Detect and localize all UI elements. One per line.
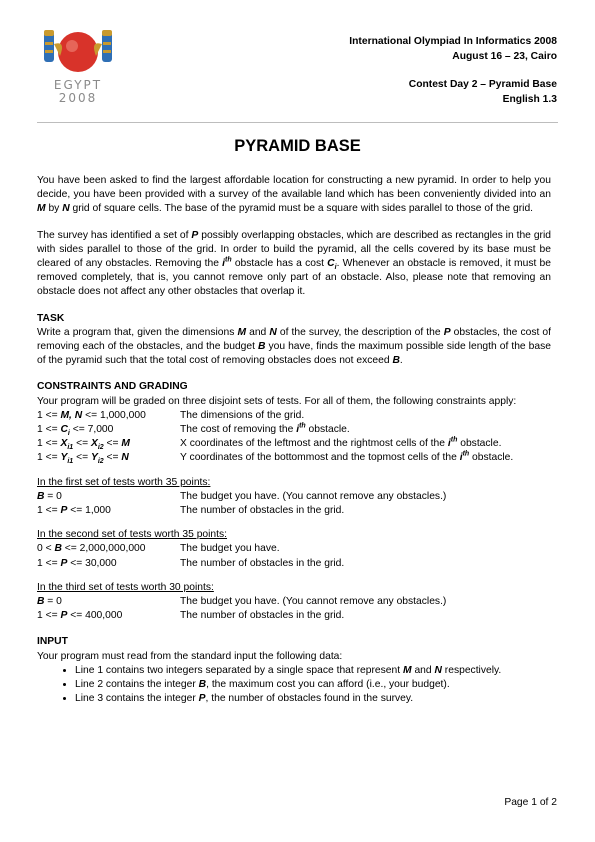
list-item: • Line 2 contains the integer B, the maximum cost you can afford (i.e., your budget). xyxy=(75,678,551,692)
logo-text-bottom: 2008 xyxy=(58,91,98,105)
logo-text-top: EGYPT xyxy=(53,78,103,92)
constraints-intro: Your program will be graded on three disjoint sets of tests. For all of them, the following constraints apply: xyxy=(37,395,517,407)
test-set-row: 0 < B <= 2,000,000,000 The budget you have. xyxy=(37,543,280,555)
input-intro: Your program must read from the standard input the following data: xyxy=(37,650,343,662)
logo-graphic xyxy=(38,22,118,110)
header-version: English 1.3 xyxy=(502,94,557,105)
test-set-row: B = 0 The budget you have. (You cannot remove any obstacles.) xyxy=(37,490,447,502)
constraint-row: $1 <= C_i <= 7,000$ The cost of removing the $i^{th}$ obstacle. xyxy=(37,422,350,438)
page-title: PYRAMID BASE xyxy=(234,137,361,155)
test-set-1-title: In the first set of tests worth 35 points: xyxy=(37,476,211,488)
header-dates: August 16 – 23, Cairo xyxy=(452,51,557,62)
input-heading: INPUT xyxy=(37,636,68,648)
constraint-row: $1 <= Y_{i1} <= Y_{i2} <= N$ Y coordinates of the bottommost and the topmost cells of the $i^{th}$ obstacle. xyxy=(37,451,514,466)
input-list xyxy=(37,664,551,707)
constraint-row: 1 <= M, N <= 1,000,000 The dimensions of the grid. xyxy=(37,409,305,421)
document-header xyxy=(349,34,557,107)
list-item: • Line 3 contains the integer P, the number of obstacles found in the survey. xyxy=(75,692,551,706)
test-set-row: B = 0 The budget you have. (You cannot remove any obstacles.) xyxy=(37,596,447,608)
task-heading: TASK xyxy=(37,312,65,324)
test-set-2-title: In the second set of tests worth 35 points: xyxy=(37,529,228,541)
constraints-heading: CONSTRAINTS AND GRADING xyxy=(37,381,188,393)
header-divider xyxy=(37,122,558,123)
constraint-row: $1 <= X_{i1} <= X_{i2} <= M$ X coordinates of the leftmost and the rightmost cells of the $i^{th}$ obstacle. xyxy=(37,436,502,452)
test-set-row: 1 <= P <= 1,000 The number of obstacles in the grid. xyxy=(37,505,345,517)
problem-statement xyxy=(37,174,551,707)
ioi-egypt-logo xyxy=(38,22,118,110)
header-contest-day: Contest Day 2 – Pyramid Base xyxy=(408,79,557,90)
intro-paragraph-1: You have been asked to find the largest affordable location for constructing a new pyramid. In order to help you decide, you have been provided with a survey of the available land which has been conveniently divided into an M by N grid of square cells. The base of the pyramid must be a square with sides parallel to those of the grid. xyxy=(37,175,551,215)
intro-paragraph-2: The survey has identified a set of P possibly overlapping obstacles, which are described as rectangles in the grid with sides parallel to those of the grid. In order to build the pyramid, all the cells covered by its base must be cleared of any obstacles. Removing the $i^{th}$ obstacle has a cost $C_i$. Whenever an obstacle is removed, it must be removed completely, that is, you cannot remove only part of an obstacle. Also, please note that removing an obstacle does not affect any other obstacles that overlap it. xyxy=(37,229,551,298)
test-set-row: 1 <= P <= 30,000 The number of obstacles in the grid. xyxy=(37,557,345,569)
list-item: • Line 1 contains two integers separated by a single space that represent M and N respectively. xyxy=(75,664,551,678)
test-set-row: 1 <= P <= 400,000 The number of obstacles in the grid. xyxy=(37,610,345,622)
test-set-3-title: In the third set of tests worth 30 points: xyxy=(37,581,214,593)
task-paragraph: Write a program that, given the dimensions M and N of the survey, the description of the P obstacles, the cost of removing each of the obstacles, and the budget B you have, finds the maximum possible side length of the base of the pyramid such that the total cost of removing obstacles does not exceed B. xyxy=(37,326,552,367)
page-number: Page 1 of 2 xyxy=(504,797,557,808)
header-event: International Olympiad In Informatics 2008 xyxy=(349,36,557,47)
